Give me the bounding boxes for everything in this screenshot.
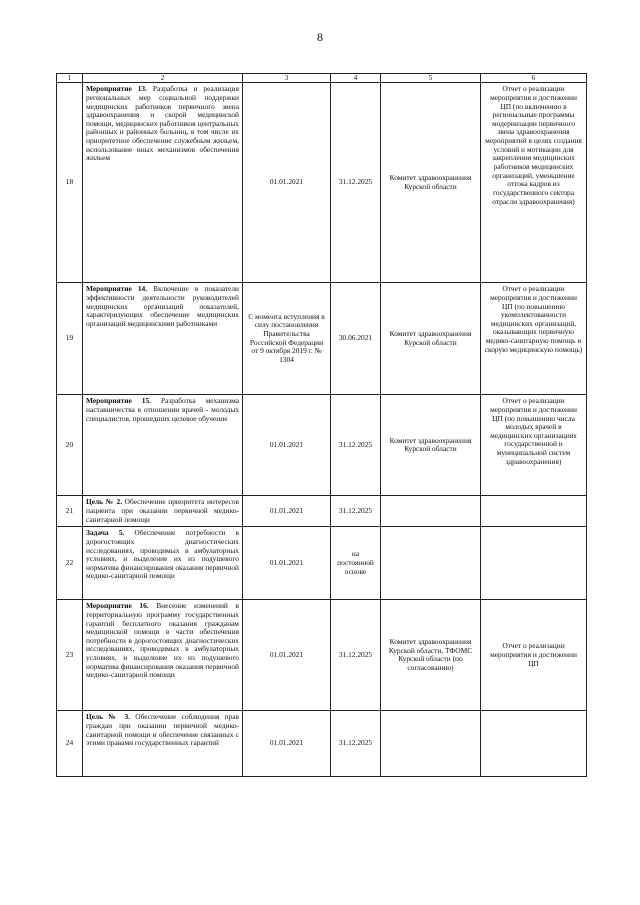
executor — [381, 527, 481, 600]
result — [481, 527, 587, 600]
table-row — [57, 527, 587, 600]
header-cell: 2 — [83, 74, 243, 83]
start-date: 01.01.2021 — [243, 527, 331, 600]
row-number: 20 — [57, 395, 83, 496]
result: Отчет о реализации мероприятия и достижении ЦП (по повышению числа молодых врачей в медицинских организациях государственной и муниципальной систем здравоохранения) — [481, 395, 587, 496]
header-cell: 1 — [57, 74, 83, 83]
header-cell: 3 — [243, 74, 331, 83]
event-text: Внесение изменений в территориальную программу государственных гарантий бесплатного оказания гражданам медицинской помощи в части обеспечения потребности в дорогостоящих диагностических исследованиях, проводимых в амбулаторных условиях, и выделение их из подушевого норматива финансирования оказания первичной медико-санитарной помощи — [86, 601, 239, 680]
event-title: Мероприятие 13. — [86, 84, 147, 94]
event-text: Разработка и реализация региональных мер социальной поддержки медицинских работников первичного звена здравоохранения и скорой медицинской помощи, медицинских работников центральных районных и районных больниц, в том числе их приоритетное обеспечение служебным жильем, использование иных механизмов обеспечения жильем — [86, 84, 239, 163]
row-number: 22 — [57, 527, 83, 600]
header-cell: 4 — [331, 74, 381, 83]
event-title: Задача 5. — [86, 528, 125, 538]
row-number: 19 — [57, 283, 83, 395]
table-row — [57, 83, 587, 283]
start-date: 01.01.2021 — [243, 496, 331, 527]
start-date: 01.01.2021 — [243, 83, 331, 283]
event-text: Обеспечение соблюдения прав граждан при оказании первичной медико-санитарной помощи и обеспечение связанных с этими правами государственных гарантий — [86, 712, 239, 748]
event-title: Мероприятие 16. — [86, 601, 149, 611]
row-number: 24 — [57, 711, 83, 777]
event-description — [83, 711, 243, 777]
table-header-row — [57, 74, 587, 83]
event-title: Мероприятие 15. — [86, 396, 151, 406]
executor: Комитет здравоохранения Курской области, ТФОМС Курской области (по согласованию) — [381, 600, 481, 711]
result — [481, 496, 587, 527]
row-number: 18 — [57, 83, 83, 283]
end-date: 31.12.2025 — [331, 395, 381, 496]
end-date: 31.12.2025 — [331, 600, 381, 711]
end-date: 31.12.2025 — [331, 83, 381, 283]
end-date: на постоянной основе — [331, 527, 381, 600]
event-description — [83, 395, 243, 496]
event-title: Цель № 3. — [86, 712, 131, 722]
result: Отчет о реализации мероприятия и достижении ЦП — [481, 600, 587, 711]
executor: Комитет здравоохранения Курской области — [381, 283, 481, 395]
table-row — [57, 600, 587, 711]
event-text: Включение в показатели эффективности деятельности руководителей медицинских организаций показателей, характеризующих обеспечение медицинских организаций медицинскими работниками — [86, 284, 239, 328]
table-row — [57, 283, 587, 395]
event-text: Обеспечение потребности в дорогостоящих диагностических исследованиях, проводимых в амбулаторных условиях, и выделение их из подушевого норматива финансирования оказания первичной медико-санитарной помощи — [86, 528, 239, 581]
event-description — [83, 527, 243, 600]
executor — [381, 711, 481, 777]
row-number: 21 — [57, 496, 83, 527]
event-title: Цель № 2. — [86, 497, 123, 507]
executor: Комитет здравоохранения Курской области — [381, 395, 481, 496]
table-row — [57, 711, 587, 777]
start-date: 01.01.2021 — [243, 600, 331, 711]
result: Отчет о реализации мероприятия и достижении ЦП (по повышению укомплектованности медицинских организаций, оказывающих первичную медико-санитарную помощь и скорую медицинскую помощь) — [481, 283, 587, 395]
table-row — [57, 395, 587, 496]
executor — [381, 496, 481, 527]
row-number: 23 — [57, 600, 83, 711]
event-description — [83, 83, 243, 283]
event-description — [83, 283, 243, 395]
event-text: Разработка механизма наставничества в отношении врачей - молодых специалистов, прошедших целевое обучение — [86, 396, 239, 423]
end-date: 30.06.2021 — [331, 283, 381, 395]
executor: Комитет здравоохранения Курской области — [381, 83, 481, 283]
end-date: 31.12.2025 — [331, 496, 381, 527]
start-date: 01.01.2021 — [243, 395, 331, 496]
start-date: С момента вступления в силу постановления Правительства Российской Федерации от 9 октября 2019 г. № 1304 — [243, 283, 331, 395]
events-table — [56, 73, 587, 777]
header-cell: 6 — [481, 74, 587, 83]
event-description — [83, 600, 243, 711]
event-text: Обеспечение приоритета интересов пациента при оказании первичной медико-санитарной помощи — [86, 497, 240, 524]
header-cell: 5 — [381, 74, 481, 83]
table-row — [57, 496, 587, 527]
result — [481, 711, 587, 777]
event-title: Мероприятие 14. — [86, 284, 148, 294]
page-number: 8 — [317, 30, 323, 44]
start-date: 01.01.2021 — [243, 711, 331, 777]
end-date: 31.12.2025 — [331, 711, 381, 777]
event-description — [83, 496, 243, 527]
result: Отчет о реализации мероприятия и достижении ЦП (по включению в региональные программы модернизации первичного звена здравоохранения мероприятий в целях создания условий и мотивации для закрепления медицинских работников медицинских организаций, уменьшение оттока кадров из государственного сектора отрасли здравоохранения) — [481, 83, 587, 283]
